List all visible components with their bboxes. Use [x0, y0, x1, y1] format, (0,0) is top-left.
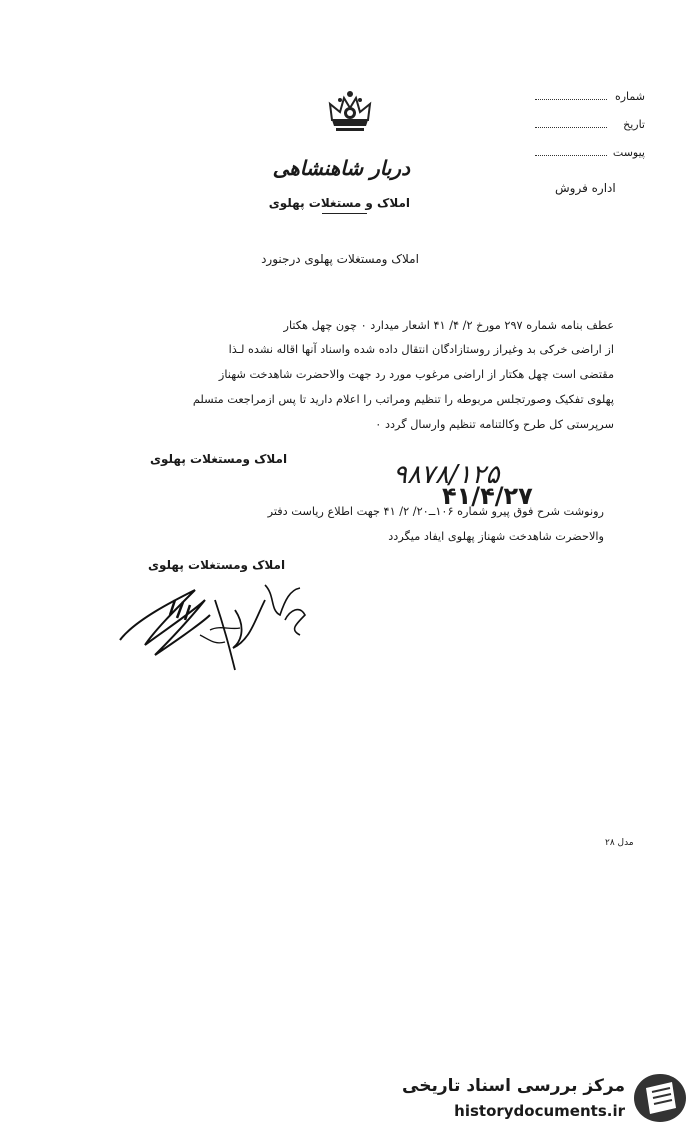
royal-crown-icon	[326, 86, 374, 134]
letter-body-line: از اراضی خرکی بد وغیراز روستازادگان انتقال داده شده واسناد آنها اقاله نشده لـذا	[228, 343, 614, 356]
archive-logo-icon	[632, 1072, 688, 1124]
attachment-label: پیوست	[612, 146, 645, 159]
copy-annotation-line: والاحضرت شاهدخت شهناز پهلوی ایفاد میگردد	[388, 530, 604, 543]
letter-body-line: مقتضی است چهل هکتار از اراضی مرغوب مورد رد جهت والاحضرت شاهدخت شهناز	[218, 368, 614, 381]
department-underline	[322, 213, 367, 214]
court-title: دربار شاهنشاهی	[272, 156, 410, 180]
sales-office-label: اداره فروش	[555, 181, 616, 195]
copy-annotation-line: رونوشت شرح فوق پیرو شماره ۱۰۶ــ۲۰/ ۲/ ۴۱ جهت اطلاع ریاست دفتر	[267, 505, 604, 518]
letter-body-line: عطف بنامه شماره ۲۹۷ مورخ ۲/ ۴/ ۴۱ اشعار میدارد ۰ چون چهل هکتار	[283, 319, 614, 332]
form-number: مدل ۲۸	[605, 838, 634, 848]
handwritten-signatures	[115, 570, 335, 680]
date-field	[535, 118, 645, 132]
number-field	[535, 90, 645, 104]
date-label: تاریخ	[623, 118, 645, 131]
letter-signature: املاک ومستغلات پهلوی	[150, 452, 288, 466]
department-name: املاک و مستغلات پهلوی	[268, 196, 410, 210]
letter-addressee: املاک ومستغلات پهلوی درجنورد	[261, 252, 419, 266]
annotation-signature: املاک ومستغلات پهلوی	[148, 558, 286, 572]
handwritten-date-text: ۴۱/۴/۲۷	[442, 482, 533, 510]
number-label: شماره	[614, 90, 645, 103]
watermark-url: historydocuments.ir	[454, 1102, 625, 1120]
attachment-field	[535, 146, 645, 160]
handwritten-reference-text: ۹۸۷۸/۱۲۵	[393, 460, 500, 490]
letter-body-line: سرپرستی کل طرح وکالتنامه تنظیم وارسال گردد ۰	[375, 418, 614, 431]
watermark-title: مرکز بررسی اسناد تاریخی	[402, 1076, 625, 1096]
letter-body-line: پهلوی تفکیک وصورتجلس مربوطه را تنظیم ومراتب را اعلام دارید تا پس ازمراجعت متسلم	[192, 393, 614, 406]
